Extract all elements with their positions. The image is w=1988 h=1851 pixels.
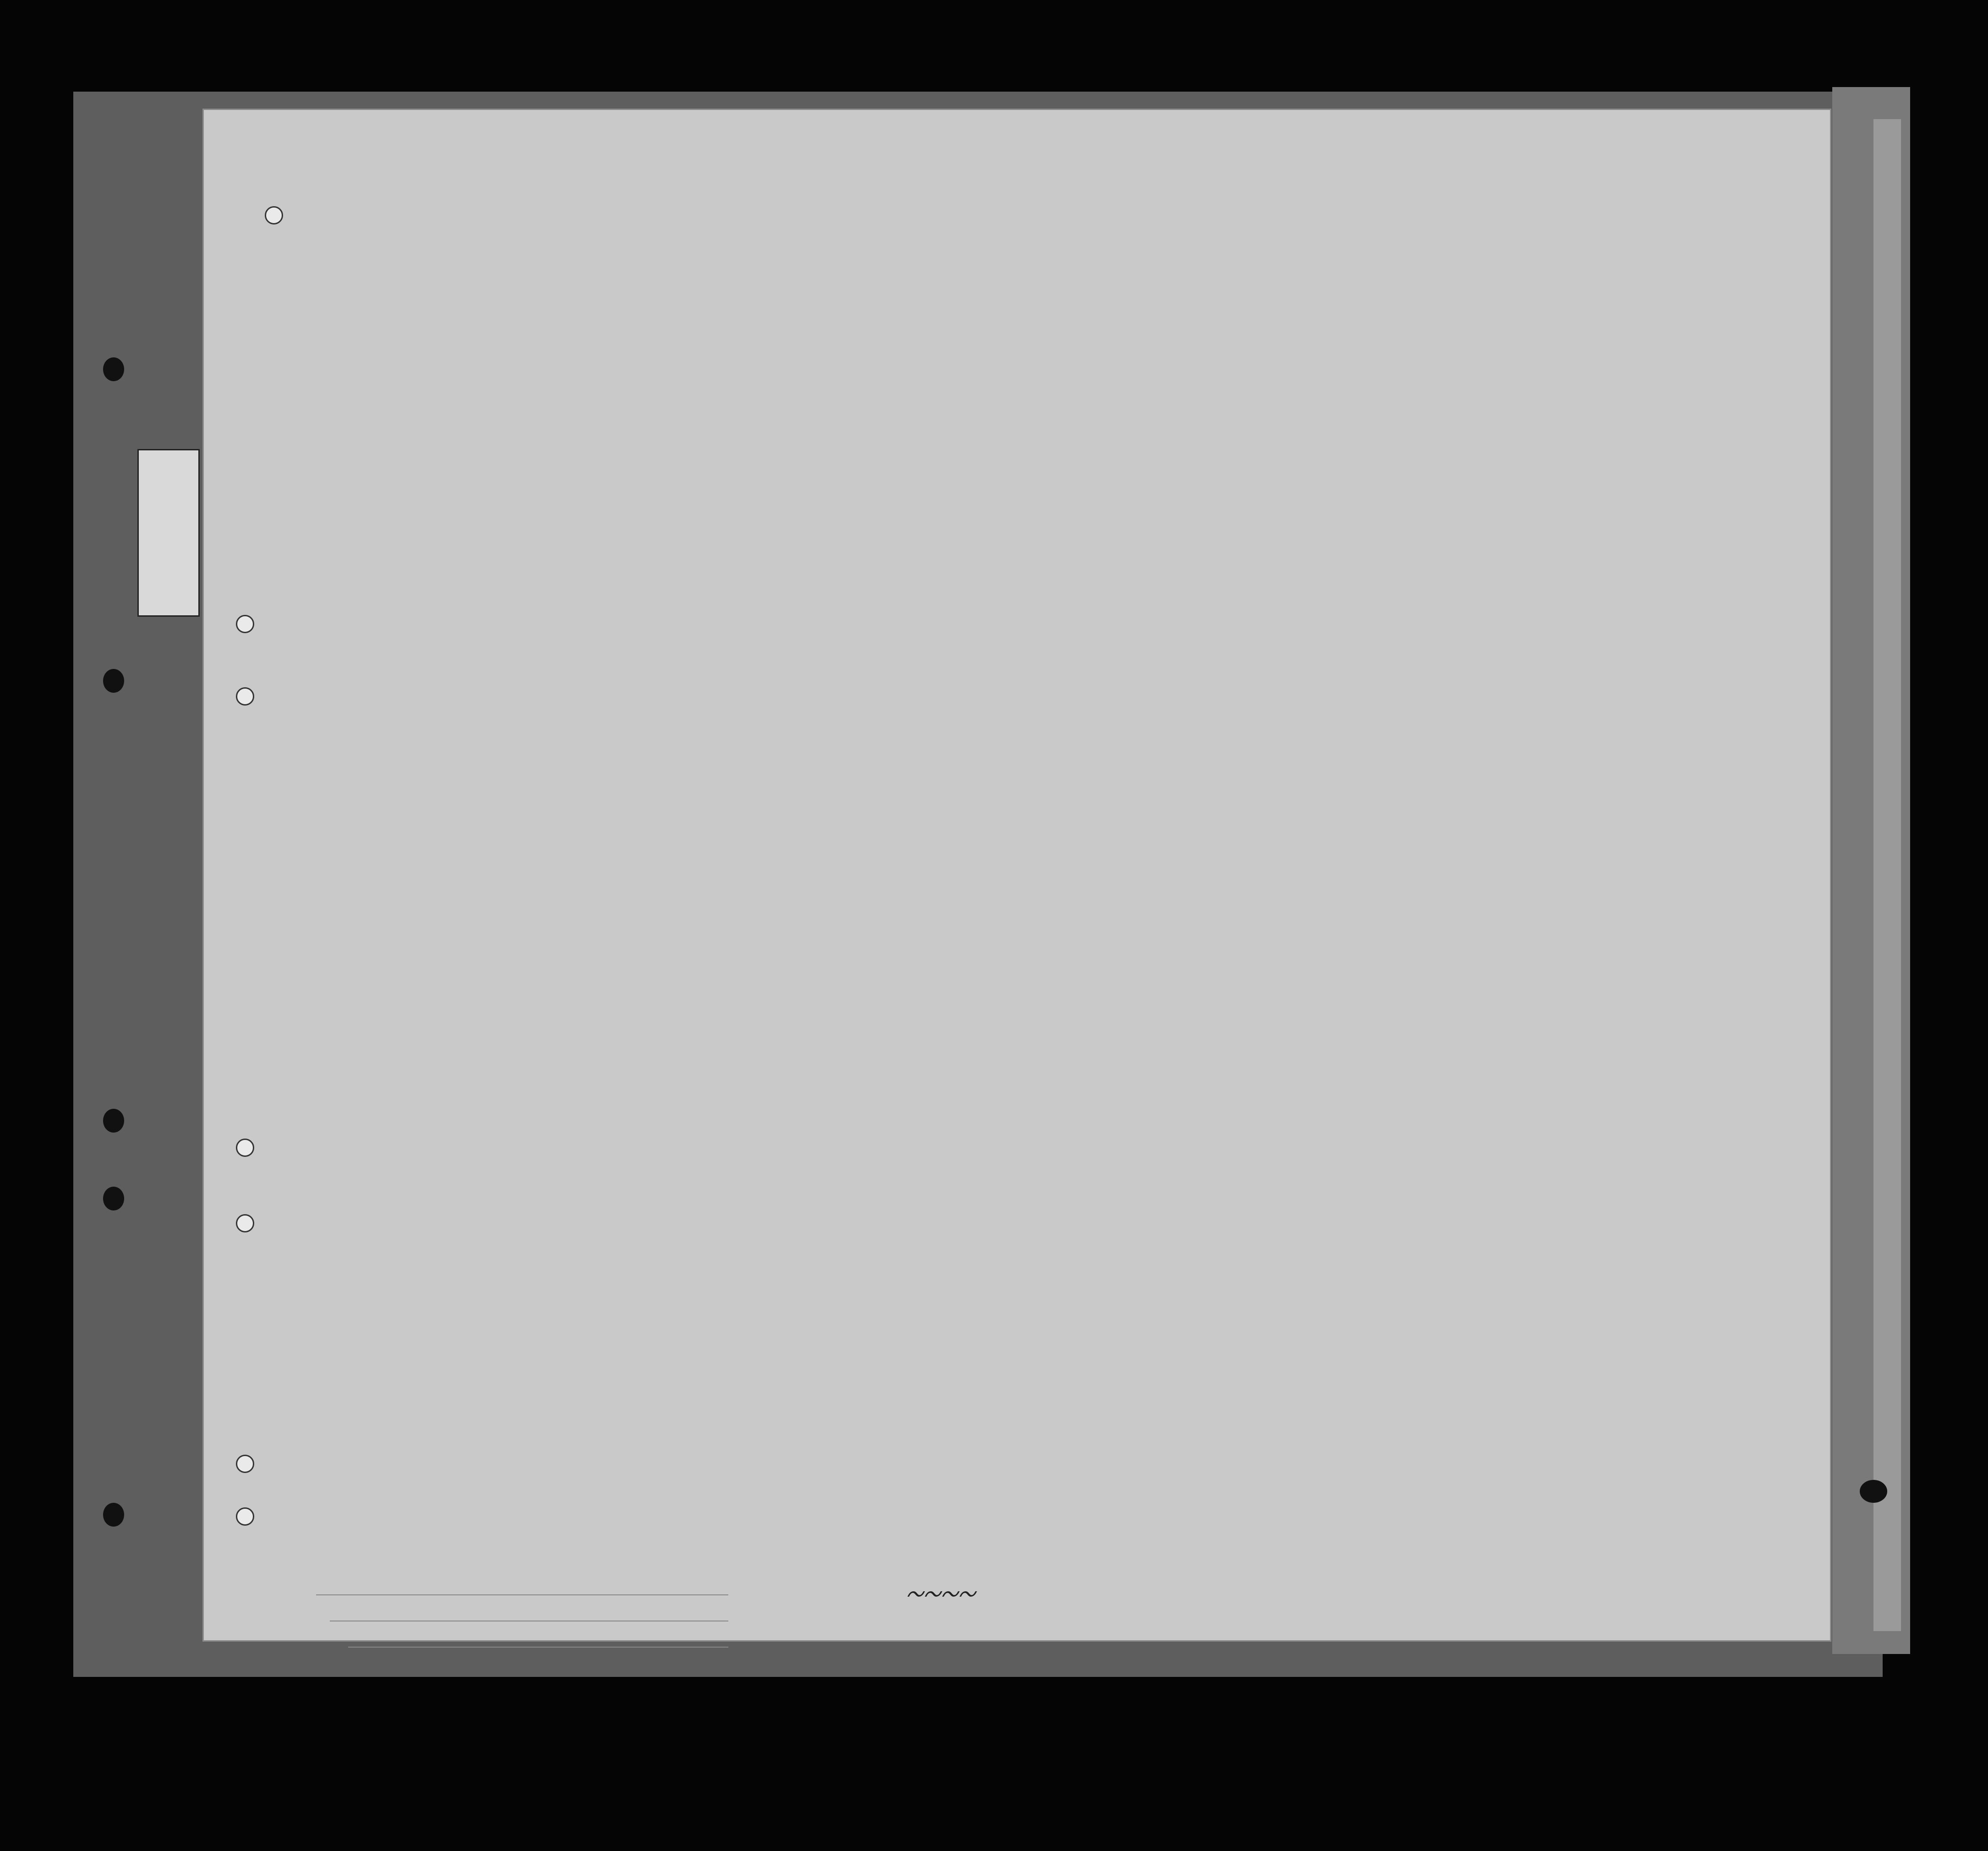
binder-hole [236,1214,254,1232]
left-stub-card [137,449,200,617]
punch-hole [103,1187,124,1210]
binder-hole [236,1507,254,1526]
line-rule [316,1594,728,1595]
binder-hole [236,615,254,633]
punch-hole [103,357,124,381]
ink-blot [1860,1480,1887,1503]
binder-hole [265,206,283,225]
punch-hole [103,1109,124,1133]
binder-hole [236,1139,254,1157]
binder-hole [236,687,254,706]
punch-hole [103,1503,124,1527]
punch-hole [103,669,124,693]
binder-hole [236,1455,254,1473]
manifest-page [204,110,1830,1640]
back-sheet-edge [1873,119,1901,1631]
inspector-signature: ~~~~ [901,1577,983,1612]
agents-rule [348,1647,728,1648]
vessel-line [0,275,1988,307]
